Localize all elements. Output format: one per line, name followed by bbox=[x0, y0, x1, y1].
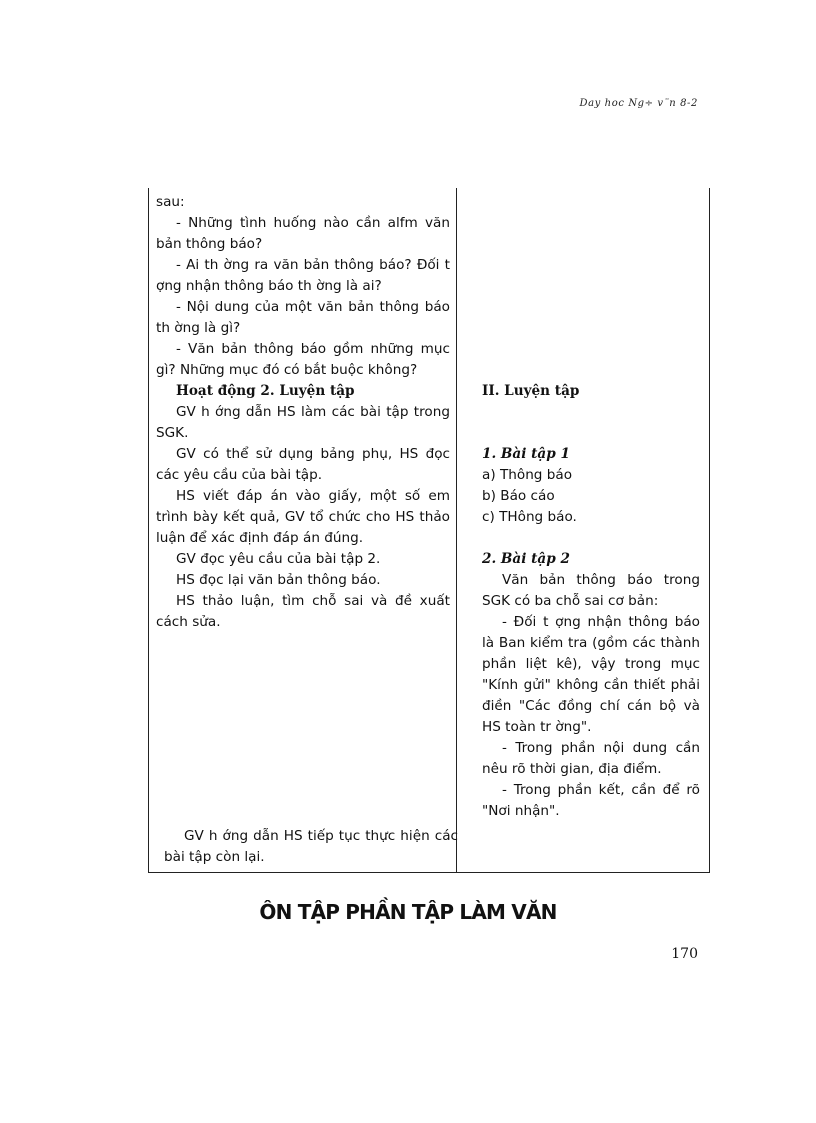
paragraph: HS thảo luận, tìm chỗ sai và đề xuất cách sửa. bbox=[156, 593, 450, 630]
question-item: - Những tình huống nào cần alfm văn bản thông báo? bbox=[156, 215, 450, 252]
chapter-title: ÔN TẬP PHẦN TẬP LÀM VĂN bbox=[259, 900, 557, 924]
question-item: - Nội dung của một văn bản thông báo th ờng là gì? bbox=[156, 299, 450, 336]
table-border-right bbox=[709, 188, 710, 872]
paragraph: HS viết đáp án vào giấy, một số em trình bày kết quả, GV tổ chức cho HS thảo luận để xác định đáp án đúng. bbox=[156, 488, 450, 546]
exercise-2-title: 2. Bài tập 2 bbox=[482, 551, 570, 567]
page-number: 170 bbox=[671, 946, 698, 962]
paragraph: GV có thể sử dụng bảng phụ, HS đọc các yêu cầu của bài tập. bbox=[156, 446, 450, 483]
paragraph: GV đọc yêu cầu của bài tập 2. bbox=[176, 551, 381, 567]
exercise-1-title: 1. Bài tập 1 bbox=[482, 446, 570, 462]
answer-item: c) THông báo. bbox=[482, 509, 577, 525]
teacher-activity-column bbox=[156, 192, 458, 868]
running-header: Day hoc Ng÷ v¨n 8-2 bbox=[579, 98, 698, 109]
answer-item: a) Thông báo bbox=[482, 467, 573, 483]
question-item: - Văn bản thông báo gồm những mục gì? Những mục đó có bắt buộc không? bbox=[156, 341, 450, 378]
exercise-2-intro: Văn bản thông báo trong SGK có ba chỗ sai cơ bản: bbox=[482, 572, 700, 609]
table-border-left bbox=[148, 188, 149, 872]
paragraph: HS đọc lại văn bản thông báo. bbox=[176, 572, 381, 588]
content-column bbox=[482, 192, 700, 868]
answer-item: b) Báo cáo bbox=[482, 488, 555, 504]
activity-heading: Hoạt động 2. Luyện tập bbox=[176, 383, 355, 399]
error-item: - Trong phần kết, cần để rõ "Nơi nhận". bbox=[482, 782, 700, 819]
section-heading: II. Luyện tập bbox=[482, 383, 580, 399]
error-item: - Đối t ợng nhận thông báo là Ban kiểm tra (gồm các thành phần liệt kê), vậy trong mục "Kính gửi" không cần thiết phải điền "Các đồng chí cán bộ và HS toàn tr ờng". bbox=[482, 614, 700, 735]
text-line: sau: bbox=[156, 194, 185, 210]
paragraph: GV h ớng dẫn HS làm các bài tập trong SGK. bbox=[156, 404, 450, 441]
closing-paragraph: GV h ớng dẫn HS tiếp tục thực hiện các bài tập còn lại. bbox=[164, 828, 458, 865]
error-item: - Trong phần nội dung cần nêu rõ thời gian, địa điểm. bbox=[482, 740, 700, 777]
lesson-table bbox=[148, 188, 710, 873]
question-item: - Ai th ờng ra văn bản thông báo? Đối t ợng nhận thông báo th ờng là ai? bbox=[156, 257, 450, 294]
table-column-divider bbox=[456, 188, 457, 872]
